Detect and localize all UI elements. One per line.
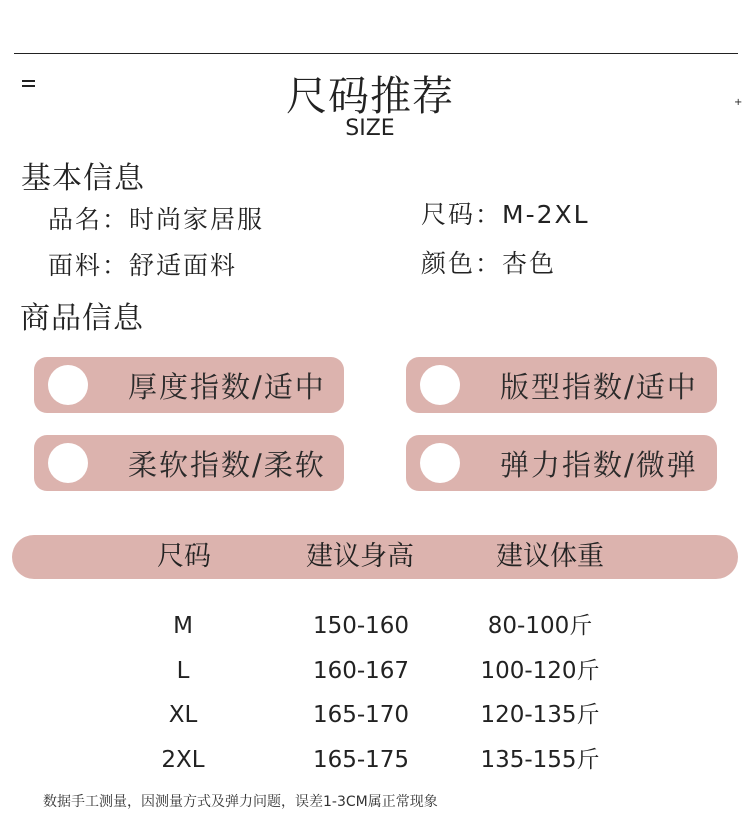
cell-height: 150-160 — [312, 613, 410, 639]
table-row — [0, 745, 750, 775]
cell-size: M — [173, 613, 193, 639]
plus-icon: + — [734, 97, 743, 108]
table-row — [0, 700, 750, 730]
index-label: 弹力指数/微弹 — [500, 447, 698, 482]
index-pill-elasticity — [406, 435, 717, 491]
product-fabric: 面料：舒适面料 — [48, 251, 238, 280]
circle-icon — [48, 443, 88, 483]
index-pill-fit — [406, 357, 717, 413]
index-label: 厚度指数/适中 — [128, 369, 326, 404]
index-label: 柔软指数/柔软 — [128, 447, 326, 482]
cell-height: 165-175 — [312, 747, 410, 773]
size-table-header — [12, 535, 738, 579]
page-subtitle: SIZE — [345, 116, 395, 141]
table-header-size: 尺码 — [157, 541, 211, 572]
basic-info-heading: 基本信息 — [21, 161, 145, 196]
cell-height: 160-167 — [312, 658, 410, 684]
product-color: 颜色：杏色 — [421, 249, 557, 278]
measurement-footnote: 数据手工测量，因测量方式及弹力问题，误差1-3CM属正常现象 — [43, 794, 438, 810]
product-name: 品名：时尚家居服 — [48, 205, 265, 234]
circle-icon — [420, 365, 460, 405]
index-label: 版型指数/适中 — [500, 369, 698, 404]
product-info-heading: 商品信息 — [20, 301, 144, 336]
cell-size: XL — [168, 702, 198, 728]
table-row — [0, 611, 750, 641]
page-title: 尺码推荐 — [286, 72, 454, 120]
product-size-range: 尺码：M-2XL — [421, 200, 590, 229]
circle-icon — [48, 365, 88, 405]
cell-weight: 120-135斤 — [480, 702, 600, 728]
cell-size: L — [176, 658, 190, 684]
circle-icon — [420, 443, 460, 483]
index-pill-softness — [34, 435, 344, 491]
cell-height: 165-170 — [312, 702, 410, 728]
table-header-height: 建议身高 — [306, 541, 414, 572]
cell-size: 2XL — [161, 747, 205, 773]
cell-weight: 135-155斤 — [480, 747, 600, 773]
top-divider — [14, 53, 738, 54]
index-pill-thickness — [34, 357, 344, 413]
cell-weight: 100-120斤 — [480, 658, 600, 684]
table-row — [0, 656, 750, 686]
cell-weight: 80-100斤 — [487, 613, 593, 639]
table-header-weight: 建议体重 — [496, 541, 604, 572]
